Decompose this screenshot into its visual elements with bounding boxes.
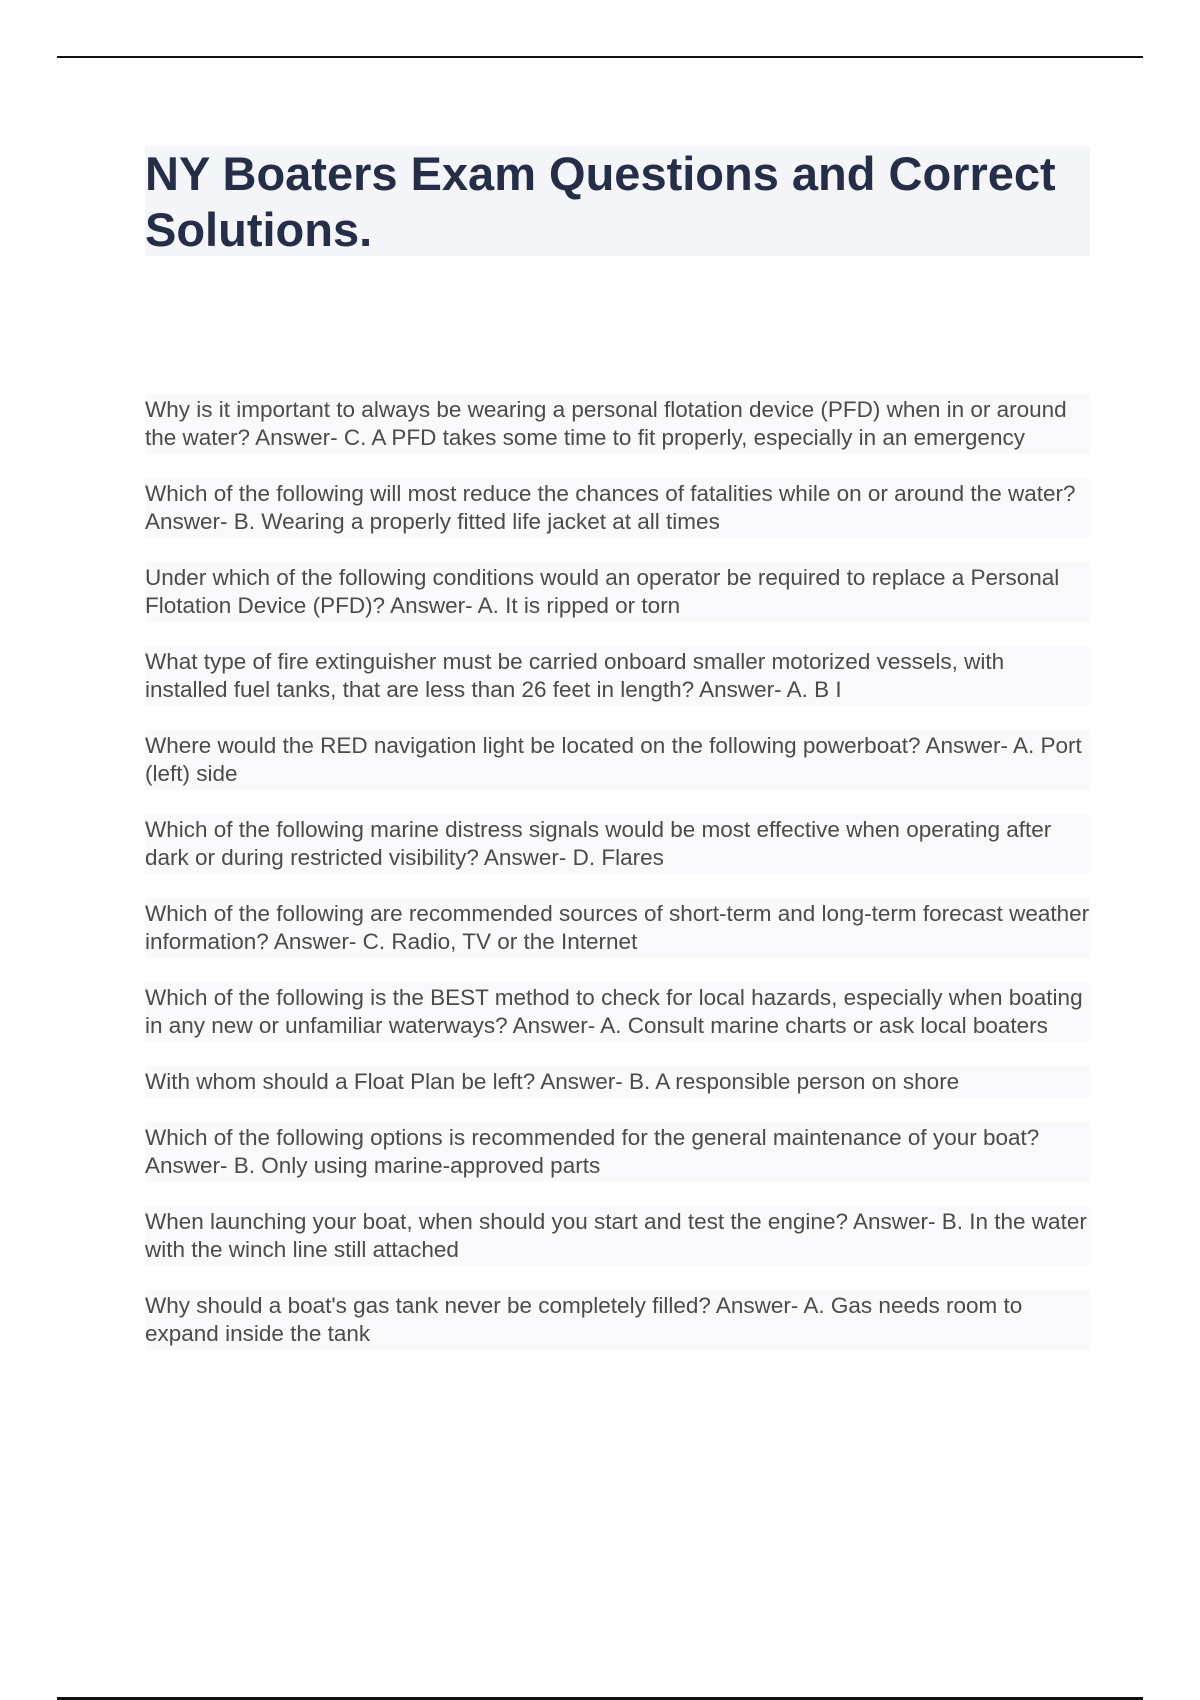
qa-item: Under which of the following conditions would an operator be required to replace a Personal Flotation Device (PFD)? Answer- A. It is ripped or torn (145, 562, 1090, 622)
top-divider (57, 56, 1143, 58)
qa-item: Which of the following are recommended sources of short-term and long-term forecast weather information? Answer- C. Radio, TV or the Internet (145, 898, 1090, 958)
document-title: NY Boaters Exam Questions and Correct Solutions. (145, 147, 1056, 256)
qa-item: Which of the following options is recommended for the general maintenance of your boat? Answer- B. Only using marine-approved parts (145, 1122, 1090, 1182)
qa-item: What type of fire extinguisher must be carried onboard smaller motorized vessels, with installed fuel tanks, that are less than 26 feet in length? Answer- A. B I (145, 646, 1090, 706)
qa-item: Which of the following is the BEST method to check for local hazards, especially when boating in any new or unfamiliar waterways? Answer- A. Consult marine charts or ask local boaters (145, 982, 1090, 1042)
qa-item: With whom should a Float Plan be left? Answer- B. A responsible person on shore (145, 1066, 1090, 1098)
qa-item: Why is it important to always be wearing a personal flotation device (PFD) when in or around the water? Answer- C. A PFD takes some time to fit properly, especially in an emergency (145, 394, 1090, 454)
qa-item: When launching your boat, when should you start and test the engine? Answer- B. In the water with the winch line still attached (145, 1206, 1090, 1266)
qa-item: Which of the following marine distress signals would be most effective when operating after dark or during restricted visibility? Answer- D. Flares (145, 814, 1090, 874)
qa-list (145, 394, 1090, 1350)
title-block (145, 146, 1090, 256)
qa-item: Which of the following will most reduce the chances of fatalities while on or around the water? Answer- B. Wearing a properly fitted life jacket at all times (145, 478, 1090, 538)
qa-item: Why should a boat's gas tank never be completely filled? Answer- A. Gas needs room to expand inside the tank (145, 1290, 1090, 1350)
qa-item: Where would the RED navigation light be located on the following powerboat? Answer- A. Port (left) side (145, 730, 1090, 790)
